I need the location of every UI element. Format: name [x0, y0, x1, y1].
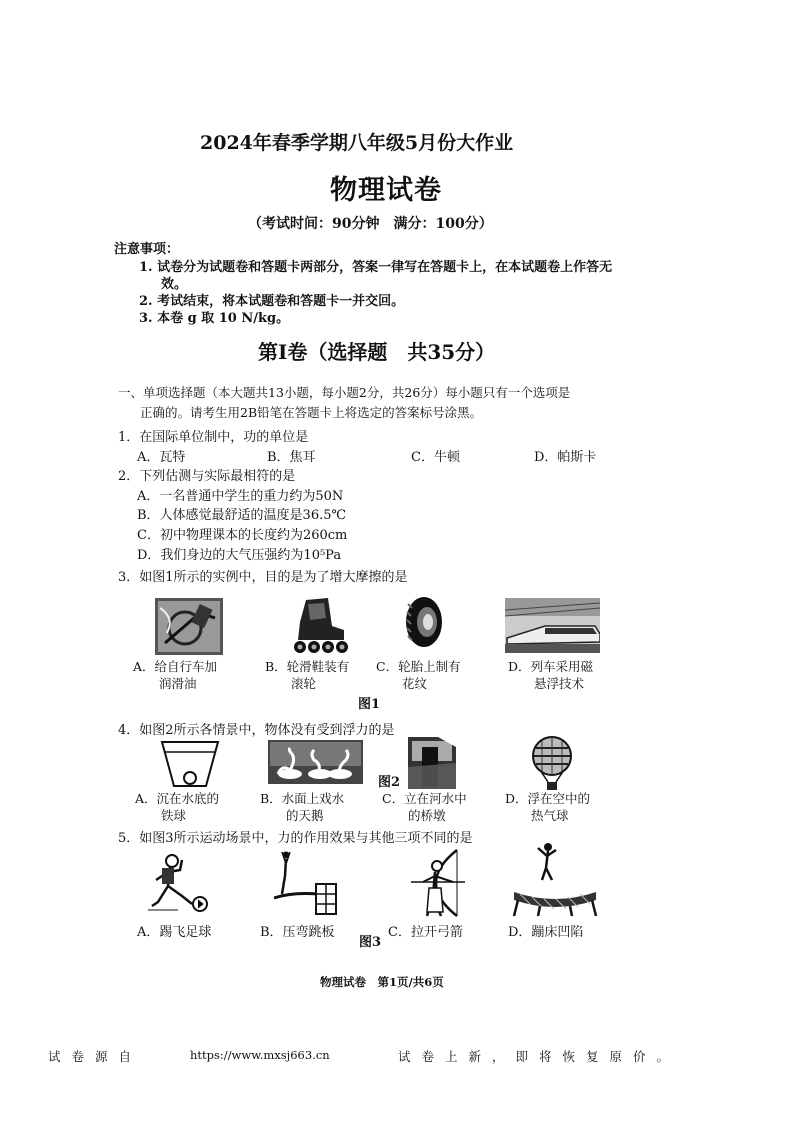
subject-title: 物理试卷	[330, 175, 442, 206]
question-stem: 5．如图3所示运动场景中，力的作用效果与其他三项不同的是	[118, 831, 473, 846]
option-d: D．帕斯卡	[534, 450, 597, 465]
hot-air-balloon-image	[530, 736, 574, 792]
option-line: D．列车采用磁	[508, 659, 594, 674]
option-a: A．踢飞足球	[137, 925, 212, 940]
notes-heading: 注意事项：	[114, 242, 180, 257]
option-line: 热气球	[531, 808, 569, 823]
option-line: B．水面上戏水	[260, 791, 345, 806]
option-line: 悬浮技术	[534, 676, 585, 691]
option-b: B．压弯跳板	[260, 925, 335, 940]
option-line: 的桥墩	[408, 808, 446, 823]
option-line: 花纹	[402, 676, 428, 691]
option-b: B．焦耳	[267, 450, 316, 465]
option-a	[133, 658, 217, 692]
bicycle-oiling-image	[155, 598, 223, 655]
question-stem: 4．如图2所示各情景中，物体没有受到浮力的是	[118, 723, 395, 738]
option-line: 滚轮	[291, 676, 317, 691]
source-notice: 试卷上新，即将恢复原价。	[398, 1049, 681, 1064]
option-line: 的天鹅	[286, 808, 324, 823]
option-c	[376, 658, 461, 692]
section-instruction: 正确的。请考生用2B铅笔在答题卡上将选定的答案标号涂黑。	[140, 405, 483, 420]
source-url[interactable]: https://www.mxsj663.cn	[190, 1048, 330, 1062]
exam-info: （考试时间：90分钟 满分：100分）	[248, 216, 493, 232]
swans-image	[268, 740, 363, 784]
option-line: A．沉在水底的	[135, 791, 220, 806]
figure-caption: 图3	[359, 935, 382, 950]
option-line: B．轮滑鞋装有	[265, 659, 350, 674]
sunken-iron-ball-image	[160, 738, 220, 788]
figure-caption: 图1	[358, 697, 381, 712]
note-item: 3. 本卷 g 取 10 N/kg。	[139, 311, 290, 326]
note-item: 2. 考试结束，将本试题卷和答题卡一并交回。	[139, 294, 405, 309]
option-d	[505, 790, 590, 824]
question-stem: 1．在国际单位制中，功的单位是	[118, 430, 309, 445]
tire-image	[404, 596, 444, 648]
exam-title: 2024年春季学期八年级5月份大作业	[200, 132, 514, 154]
option-line: A．给自行车加	[133, 659, 218, 674]
section-instruction: 一、单项选择题（本大题共13小题，每小题2分，共26分）每小题只有一个选项是	[118, 385, 571, 400]
note-item: 1. 试卷分为试题卷和答题卡两部分，答案一律写在答题卡上，在本试题卷上作答无	[139, 260, 613, 275]
option-c: C．牛顿	[411, 450, 460, 465]
kicking-football-image	[148, 852, 214, 914]
option-c: C．拉开弓箭	[388, 925, 463, 940]
diving-board-image	[272, 850, 340, 916]
option-a	[135, 790, 219, 824]
question-stem: 2．下列估测与实际最相符的是	[118, 469, 296, 484]
option-c	[382, 790, 467, 824]
option-b	[265, 658, 349, 692]
question-stem: 3．如图1所示的实例中，目的是为了增大摩擦的是	[118, 570, 408, 585]
option-d: D．我们身边的大气压强约为10⁵Pa	[137, 548, 342, 563]
section-title: 第Ⅰ卷（选择题 共35分）	[258, 340, 496, 364]
option-a: A．一名普通中学生的重力约为50N	[137, 489, 344, 504]
option-line: 润滑油	[159, 676, 197, 691]
page-footer: 物理试卷 第1页/共6页	[320, 975, 444, 989]
option-line: 铁球	[161, 808, 187, 823]
option-d	[508, 658, 593, 692]
option-d: D．蹦床凹陷	[508, 925, 584, 940]
bridge-pier-image	[408, 737, 456, 789]
option-b: B．人体感觉最舒适的温度是36.5℃	[137, 508, 347, 523]
trampoline-image	[510, 842, 600, 918]
drawing-bow-image	[405, 848, 467, 918]
source-label: 试卷源自	[48, 1049, 143, 1064]
option-c: C．初中物理课本的长度约为260cm	[137, 528, 348, 543]
inline-skate-image	[288, 596, 350, 656]
option-line: C．立在河水中	[382, 791, 467, 806]
option-b	[260, 790, 344, 824]
figure-caption: 图2	[378, 775, 401, 790]
option-line: D．浮在空中的	[505, 791, 591, 806]
maglev-train-image	[505, 598, 600, 653]
option-a: A．瓦特	[137, 450, 186, 465]
note-item: 效。	[161, 277, 188, 292]
option-line: C．轮胎上制有	[376, 659, 461, 674]
